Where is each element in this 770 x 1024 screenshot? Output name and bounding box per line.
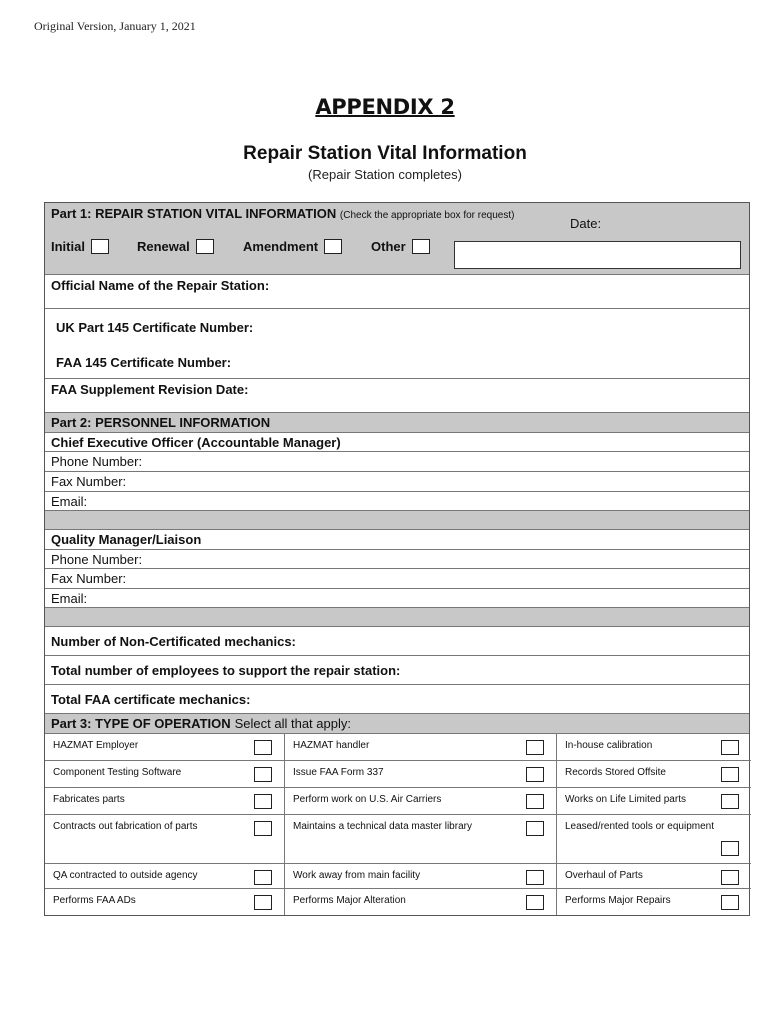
- op-label: Works on Life Limited parts: [565, 794, 686, 805]
- op-checkbox[interactable]: [721, 740, 739, 755]
- option-initial: [51, 239, 109, 254]
- op-cell: [285, 889, 557, 915]
- op-label: Work away from main facility: [293, 870, 421, 881]
- page-subtitle: (Repair Station completes): [308, 167, 462, 182]
- other-checkbox[interactable]: [412, 239, 430, 254]
- non-cert-field[interactable]: [45, 627, 749, 656]
- op-checkbox[interactable]: [526, 895, 544, 910]
- ceo-phone-label: Phone Number:: [51, 454, 143, 469]
- part1-header: [45, 203, 749, 275]
- quality-phone-field[interactable]: [45, 550, 749, 569]
- total-emp-label: Total number of employees to support the repair station:: [51, 662, 401, 678]
- op-cell: [557, 761, 751, 788]
- op-cell: [45, 815, 285, 864]
- option-amendment: [243, 239, 342, 254]
- op-label: Performs FAA ADs: [53, 895, 136, 906]
- option-initial-label: Initial: [51, 239, 85, 254]
- op-label: HAZMAT Employer: [53, 740, 139, 751]
- certificate-numbers: [45, 309, 749, 379]
- op-label: Maintains a technical data master library: [293, 821, 472, 832]
- op-cell: [285, 864, 557, 889]
- op-label: Fabricates parts: [53, 794, 125, 805]
- op-checkbox[interactable]: [721, 870, 739, 885]
- op-checkbox[interactable]: [254, 767, 272, 782]
- op-cell: [45, 788, 285, 815]
- op-label: Component Testing Software: [53, 767, 182, 778]
- renewal-checkbox[interactable]: [196, 239, 214, 254]
- op-checkbox[interactable]: [526, 740, 544, 755]
- op-cell: [557, 815, 751, 864]
- op-checkbox[interactable]: [254, 895, 272, 910]
- page-title: Repair Station Vital Information: [243, 143, 527, 164]
- op-label: Records Stored Offsite: [565, 767, 666, 778]
- op-checkbox[interactable]: [254, 821, 272, 836]
- separator-row: [45, 608, 749, 627]
- op-cell: [557, 864, 751, 889]
- op-label: Perform work on U.S. Air Carriers: [293, 794, 442, 805]
- op-checkbox[interactable]: [721, 895, 739, 910]
- official-name-label: Official Name of the Repair Station:: [51, 278, 270, 293]
- option-other-label: Other: [371, 239, 406, 254]
- option-renewal: [137, 239, 214, 254]
- date-label: Date:: [570, 216, 602, 231]
- faa-supplement-field[interactable]: [45, 379, 749, 413]
- ceo-email-label: Email:: [51, 493, 88, 509]
- op-label: Overhaul of Parts: [565, 870, 643, 881]
- op-label: Performs Major Repairs: [565, 895, 671, 906]
- ceo-email-field[interactable]: [45, 492, 749, 511]
- option-amendment-label: Amendment: [243, 239, 319, 254]
- total-faa-label: Total FAA certificate mechanics:: [51, 691, 251, 707]
- quality-row: [45, 530, 749, 550]
- op-cell: [557, 788, 751, 815]
- operation-grid: [45, 734, 749, 915]
- ceo-row: [45, 433, 749, 452]
- op-checkbox[interactable]: [254, 870, 272, 885]
- part1-note: (Check the appropriate box for request): [339, 210, 515, 221]
- amendment-checkbox[interactable]: [324, 239, 342, 254]
- op-label: Contracts out fabrication of parts: [53, 821, 198, 832]
- op-cell: [45, 889, 285, 915]
- op-label: Leased/rented tools or equipment: [565, 821, 714, 832]
- op-checkbox[interactable]: [721, 841, 739, 856]
- op-checkbox[interactable]: [254, 794, 272, 809]
- quality-label: Quality Manager/Liaison: [51, 532, 202, 547]
- op-checkbox[interactable]: [721, 767, 739, 782]
- op-label: QA contracted to outside agency: [53, 870, 198, 881]
- op-cell: [557, 889, 751, 915]
- op-checkbox[interactable]: [254, 740, 272, 755]
- separator-row: [45, 511, 749, 530]
- op-checkbox[interactable]: [526, 767, 544, 782]
- ceo-fax-label: Fax Number:: [51, 474, 127, 489]
- total-faa-field[interactable]: [45, 685, 749, 714]
- option-renewal-label: Renewal: [137, 239, 190, 254]
- part3-header: [45, 714, 749, 734]
- vital-info-form: [44, 202, 750, 916]
- appendix-heading: APPENDIX 2: [315, 95, 455, 119]
- official-name-field[interactable]: [45, 275, 749, 309]
- op-cell: [285, 788, 557, 815]
- ceo-fax-field[interactable]: [45, 472, 749, 492]
- quality-fax-label: Fax Number:: [51, 571, 127, 586]
- ceo-label: Chief Executive Officer (Accountable Manager): [51, 434, 341, 450]
- op-cell: [285, 761, 557, 788]
- op-label: Performs Major Alteration: [293, 895, 406, 906]
- non-cert-label: Number of Non-Certificated mechanics:: [51, 633, 296, 649]
- part3-heading: Part 3: TYPE OF OPERATION: [51, 716, 231, 731]
- part2-heading: Part 2: PERSONNEL INFORMATION: [51, 415, 271, 430]
- part3-note: Select all that apply:: [234, 716, 351, 731]
- version-text: Original Version, January 1, 2021: [34, 19, 196, 33]
- part2-header: [45, 413, 749, 433]
- op-label: In-house calibration: [565, 740, 653, 751]
- initial-checkbox[interactable]: [91, 239, 109, 254]
- quality-email-label: Email:: [51, 590, 88, 606]
- ceo-phone-field[interactable]: [45, 452, 749, 472]
- op-cell: [45, 734, 285, 761]
- total-emp-field[interactable]: [45, 656, 749, 685]
- op-checkbox[interactable]: [721, 794, 739, 809]
- op-checkbox[interactable]: [526, 794, 544, 809]
- quality-email-field[interactable]: [45, 589, 749, 608]
- op-cell: [285, 815, 557, 864]
- option-other: [371, 239, 430, 254]
- quality-fax-field[interactable]: [45, 569, 749, 589]
- op-cell: [45, 864, 285, 889]
- op-checkbox[interactable]: [526, 821, 544, 836]
- part1-heading: [51, 206, 514, 221]
- faa-supplement-label: FAA Supplement Revision Date:: [51, 382, 249, 397]
- faa-cert-label: FAA 145 Certificate Number:: [56, 355, 232, 370]
- date-field[interactable]: [454, 241, 741, 269]
- op-label: HAZMAT handler: [293, 740, 370, 751]
- op-cell: [557, 734, 751, 761]
- op-cell: [45, 761, 285, 788]
- quality-phone-label: Phone Number:: [51, 551, 143, 567]
- part1-heading-text: Part 1: REPAIR STATION VITAL INFORMATION: [51, 206, 337, 221]
- op-label: Issue FAA Form 337: [293, 767, 384, 778]
- uk-cert-label: UK Part 145 Certificate Number:: [56, 320, 254, 335]
- op-checkbox[interactable]: [526, 870, 544, 885]
- op-cell: [285, 734, 557, 761]
